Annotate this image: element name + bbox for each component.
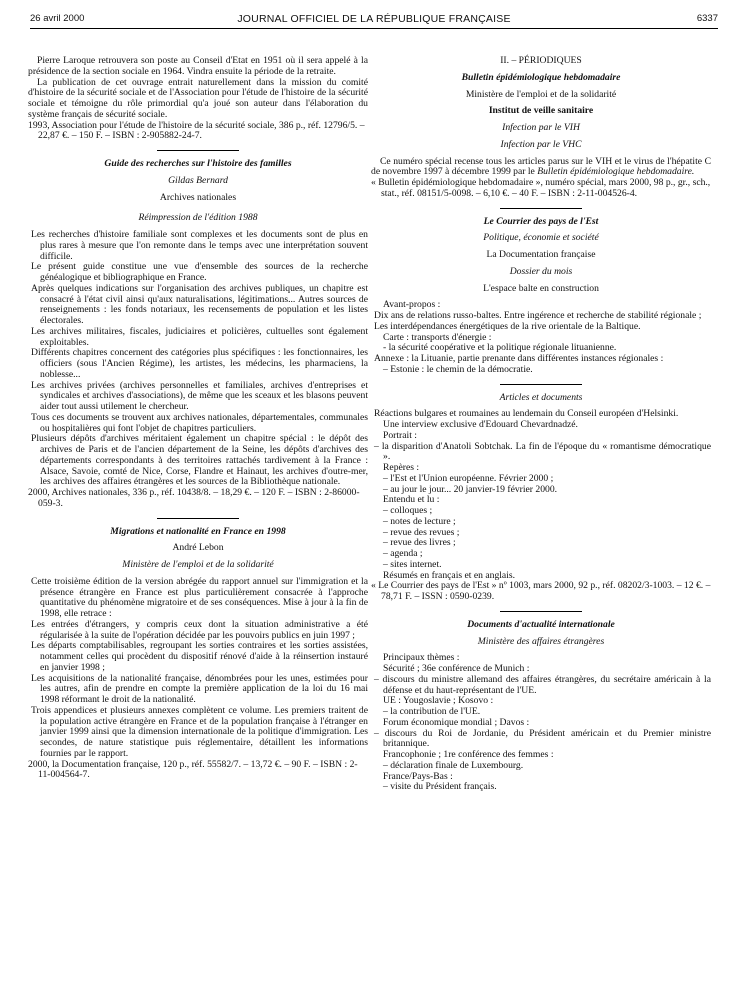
contents-line: Carte : transports d'énergie :	[383, 331, 492, 343]
entry-author: Gildas Bernard	[168, 174, 228, 186]
body-paragraph: Plusieurs dépôts d'archives méritaient également un chapitre spécial : le dépôt des archives de Paris et de l'ancien département de la Seine, les dépôts d'archives des départements correspondants à des territoires rattachés tardivement à la France : Alsace, Savoie, comté de Nice, Corse, Flandre et Hainaut, les archives d'outre-mer, les archives des affaires étrangères et les sources de la Bibliothèque nationale.	[31, 433, 368, 488]
entry-ministry: Ministère des affaires étrangères	[477, 635, 605, 647]
intro-paragraph: La publication de cet ouvrage entrait naturellement dans la mission du comité d'histoire de la sécurité sociale et de l'Association pour l'étude de l'histoire de la sécurité sociale et témoigne du rôle primordial qu'a joué son auteur dans l'élaboration du système français de sécurité sociale.	[28, 76, 368, 120]
contents-line: Principaux thèmes :	[383, 652, 460, 664]
contents-line: – sites internet.	[383, 558, 442, 570]
entry-subtitle: Politique, économie et société	[483, 232, 599, 244]
header-date: 26 avril 2000	[30, 13, 85, 24]
contents-line: – Estonie : le chemin de la démocratie.	[383, 363, 533, 375]
contents-line: – au jour le jour... 20 janvier-19 février 2000.	[383, 483, 558, 495]
header-journal-title: JOURNAL OFFICIEL DE LA RÉPUBLIQUE FRANÇAISE	[237, 13, 511, 25]
body-paragraph: Tous ces documents se trouvent aux archives nationales, départementales, communales ou hospitalières qui font l'objet de chapitres particuliers.	[31, 411, 368, 434]
separator	[157, 518, 239, 519]
contents-line: – déclaration finale de Luxembourg.	[383, 759, 524, 771]
separator	[500, 384, 582, 385]
contents-line: Repères :	[383, 462, 420, 473]
entry-publisher: Ministère de l'emploi et de la solidarité	[122, 559, 274, 570]
entry-edition: Réimpression de l'édition 1988	[138, 212, 258, 224]
contents-line: Entendu et lu :	[383, 494, 440, 506]
entry-subject: Infection par le VIH	[502, 122, 580, 133]
header-rule	[30, 28, 718, 29]
publication-reference: 2000, la Documentation française, 120 p., réf. 55582/7. – 13,72 €. – 90 F. – ISBN : 2-11-004564-7.	[28, 758, 358, 781]
contents-line: – visite du Président français.	[383, 781, 497, 793]
section-heading: II. – PÉRIODIQUES	[500, 55, 582, 66]
separator	[500, 611, 582, 612]
body-paragraph: Après quelques indications sur l'organisation des archives publiques, un chapitre est consacré à l'état civil ainsi qu'aux naturalisations, légitimations... Autres sources de renseignements : les fonds notariaux, les recensements de population et les listes électorales.	[31, 282, 368, 326]
contents-line: – discours du Roi de Jordanie, du Président américain et du Premier ministre britannique.	[374, 727, 711, 750]
body-paragraph: Cette troisième édition de la version abrégée du rapport annuel sur l'immigration et la présence étrangère en France est plus particulièrement consacrée à l'approche quantitative du phénomène migratoire et de ses conséquences. Mise à jour à la fin de 1998, elle retrace :	[31, 575, 368, 619]
contents-line: – discours du ministre allemand des affaires étrangères, du secrétaire américain à la défense et du haut-représentant de l'UE.	[374, 673, 711, 696]
contents-line: – l'Est et l'Union européenne. Février 2000 ;	[383, 472, 554, 484]
publication-reference: « Le Courrier des pays de l'Est » nº 1003, mars 2000, 92 p., réf. 08202/3-1003. – 12 €. – 78,71 F. – ISSN : 0590-0239.	[371, 580, 711, 602]
contents-line: – colloques ;	[383, 505, 433, 516]
contents-line: UE : Yougoslavie ; Kosovo :	[383, 695, 494, 707]
entry-ministry: Ministère de l'emploi et de la solidarité	[465, 88, 617, 100]
body-paragraph: Les recherches d'histoire familiale sont complexes et les documents sont de plus en plus rares à mesure que l'on remonte dans le temps avec une interprétation souvent difficile.	[31, 229, 368, 262]
contents-line: - la sécurité coopérative et la politique régionale lituanienne.	[383, 342, 617, 354]
publication-reference: 2000, Archives nationales, 336 p., réf. 10438/8. – 18,29 €. – 120 F. – ISBN : 2-86000-059-3.	[28, 487, 360, 509]
dossier-topic: L'espace balte en construction	[483, 282, 599, 294]
body-paragraph	[371, 157, 711, 179]
contents-line: Les interdépendances énergétiques de la rive orientale de la Baltique.	[374, 320, 641, 332]
entry-subject: Infection par le VHC	[500, 138, 582, 150]
body-paragraph: Le présent guide constitue une vue d'ensemble des sources de la recherche généalogique et bibliographique en France.	[31, 261, 368, 283]
entry-publisher: La Documentation française	[486, 249, 596, 260]
entry-title: Le Courrier des pays de l'Est	[483, 215, 599, 227]
body-paragraph: Les acquisitions de la nationalité française, dénombrées pour les unes, estimées pour les autres, afin de prendre en compte la première application de la loi du 16 mai 1998 réformant le droit de la nationalité.	[31, 672, 368, 705]
contents-line: – la disparition d'Anatoli Sobtchak. La fin de l'époque du « romantisme démocratique ».	[374, 440, 711, 463]
contents-line: Une interview exclusive d'Edouard Chevardnadzé.	[383, 419, 578, 430]
entry-title: Bulletin épidémiologique hebdomadaire	[461, 71, 621, 83]
entry-title: Documents d'actualité internationale	[467, 618, 615, 630]
entry-title: Migrations et nationalité en France en 1998	[110, 525, 286, 537]
right-column	[371, 56, 711, 793]
publication-reference: « Bulletin épidémiologique hebdomadaire », numéro spécial, mars 2000, 98 p., gr., sch., stat., réf. 08151/5-0098. – 6,10 €. – 40 F. – ISBN : 2-11-004526-4.	[371, 177, 711, 199]
body-paragraph: Différents chapitres concernent des catégories plus spécifiques : les fonctionnaires, les officiers (sous l'Ancien Régime), les artistes, les médecins, les pharmaciens, la noblesse...	[31, 347, 368, 380]
subsection-heading: Articles et documents	[499, 391, 583, 403]
contents-line: – notes de lecture ;	[383, 515, 456, 527]
contents-line: – revue des livres ;	[383, 537, 456, 549]
left-column	[28, 56, 368, 781]
body-paragraph: Les entrées d'étrangers, y compris ceux dont la situation administrative a été régularisée à la suite de l'opération décidée par les pouvoirs publics en juin 1997 ;	[31, 618, 368, 641]
contents-line: Francophonie ; 1re conférence des femmes :	[383, 749, 554, 760]
body-text: Ce numéro spécial recense tous les articles parus sur le VIH et le virus de l'hépatite C de novembre 1997 à décembre 1999 par le	[371, 155, 711, 178]
bulletin-name: Bulletin épidémiologique hebdomadaire.	[537, 166, 695, 178]
body-paragraph: Trois appendices et plusieurs annexes complètent ce volume. Les premiers traitent de la population active étrangère en France et de la population française à l'étranger en janvier 1999 ainsi que la dimension internationale de la politique d'immigration. Les secondes, de nature statistique puis réglementaire, détaillent les informations fournies par le rapport.	[31, 704, 368, 759]
contents-line: France/Pays-Bas :	[383, 770, 453, 782]
contents-line: – revue des revues ;	[383, 526, 460, 538]
header-page-number: 6337	[696, 13, 718, 24]
entry-dossier: Dossier du mois	[509, 265, 573, 277]
contents-line: Annexe : la Lituanie, partie prenante dans différentes instances régionales :	[374, 353, 664, 364]
entry-publisher: Archives nationales	[159, 191, 237, 203]
contents-line: Forum économique mondial ; Davos :	[383, 716, 530, 728]
body-paragraph: Les archives militaires, fiscales, judiciaires et policières, cultuelles sont également exploitables.	[31, 325, 368, 348]
entry-title: Guide des recherches sur l'histoire des familles	[104, 158, 292, 169]
contents-line: Portrait :	[383, 429, 417, 441]
entry-institute: Institut de veille sanitaire	[488, 105, 594, 117]
separator	[157, 150, 239, 151]
contents-line: – agenda ;	[383, 548, 423, 559]
entry-author: André Lebon	[172, 542, 224, 554]
contents-line: – la contribution de l'UE.	[383, 706, 481, 717]
publication-reference: 1993, Association pour l'étude de l'histoire de la sécurité sociale, 386 p., réf. 12796/5. – 22,87 €. – 150 F. – ISBN : 2-905882-24-7.	[28, 119, 365, 142]
intro-paragraph: Pierre Laroque retrouvera son poste au Conseil d'Etat en 1951 où il sera appelé à la présidence de la section sociale en 1964. Vindra ensuite la période de la retraite.	[28, 55, 368, 77]
contents-line: Avant-propos :	[383, 299, 441, 311]
body-paragraph: Les départs comptabilisables, regroupant les sorties contraires et les sorties assistées, notamment celles qui procèdent du dispositif rénové d'aide à la réinsertion instauré en janvier 1998 ;	[31, 640, 368, 673]
contents-line: Dix ans de relations russo-baltes. Entre ingérence et recherche de stabilité régionale ;	[374, 310, 702, 321]
contents-line: Réactions bulgares et roumaines au lendemain du Conseil européen d'Helsinki.	[374, 408, 679, 420]
body-paragraph: Les archives privées (archives personnelles et familiales, archives d'entreprises et syndicales et archives d'associations), de même que les sceaux et les blasons peuvent aider tout aussi utilement le chercheur.	[31, 379, 368, 412]
separator	[500, 208, 582, 209]
contents-line: Sécurité ; 36e conférence de Munich :	[383, 663, 530, 674]
contents-line: Résumés en français et en anglais.	[383, 569, 516, 581]
